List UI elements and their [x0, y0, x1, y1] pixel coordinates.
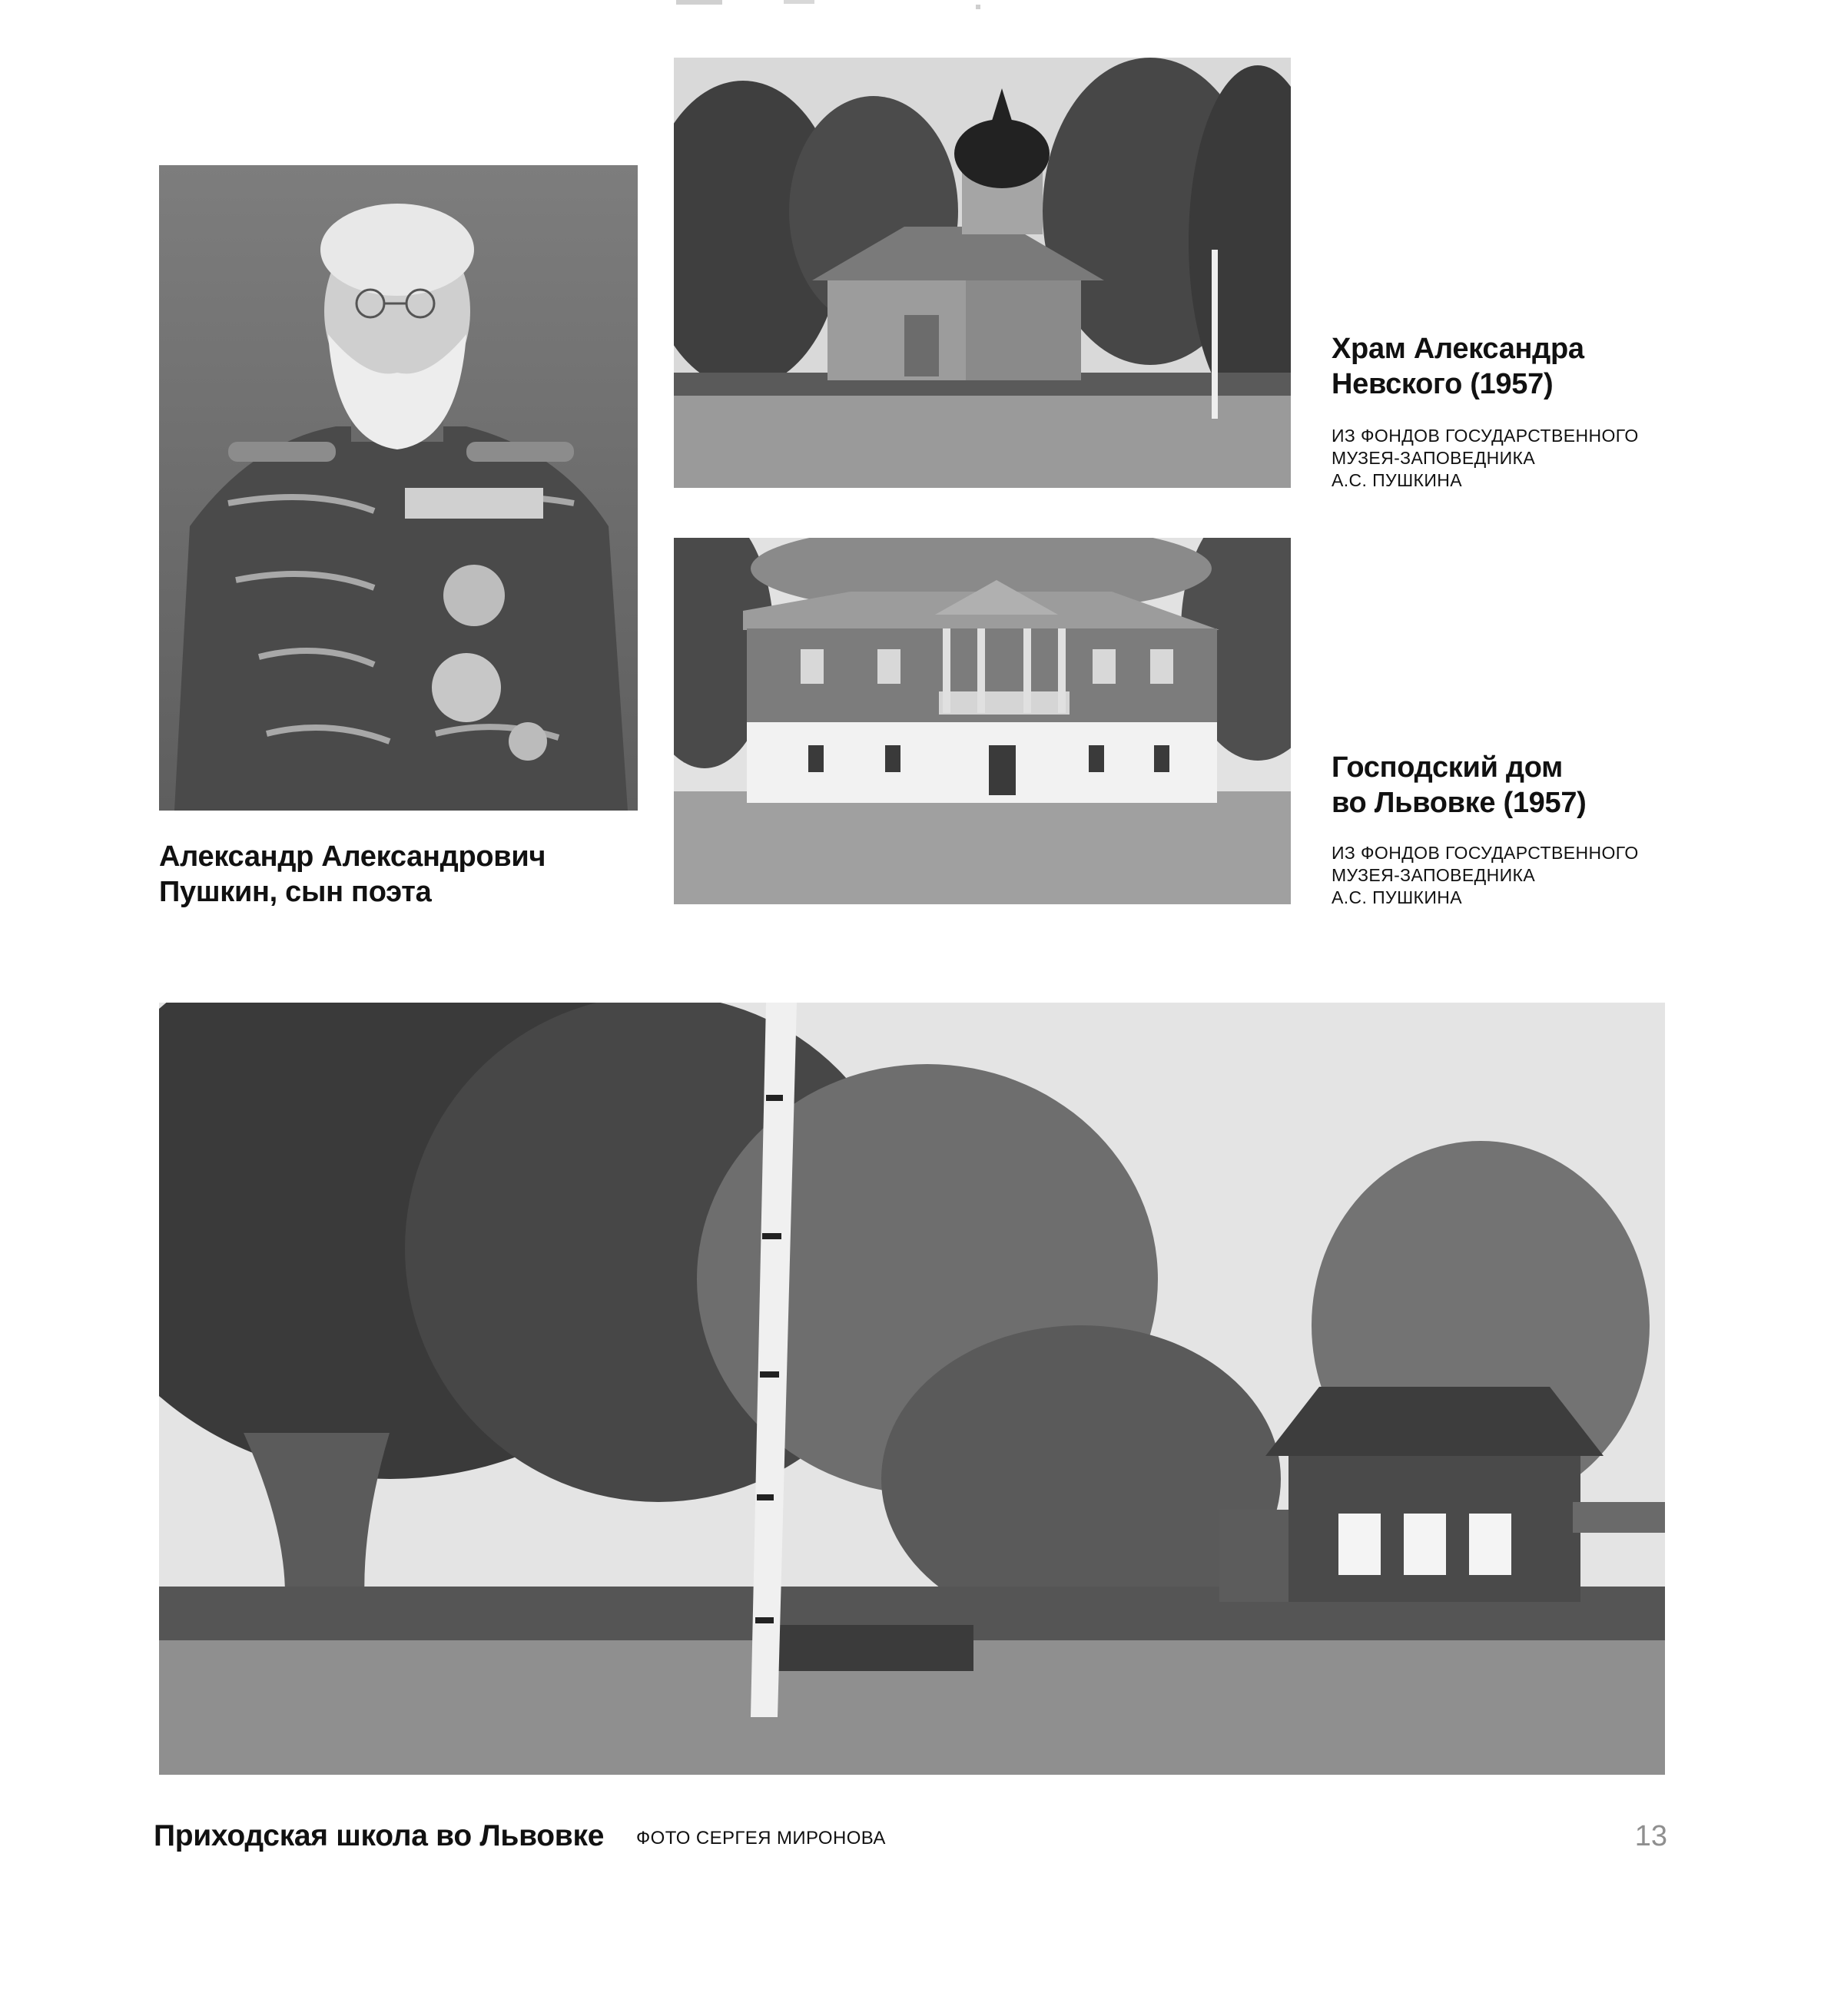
page-number: 13 [1634, 1820, 1667, 1852]
manor-house-photo [674, 538, 1291, 904]
portrait-caption-line: Александр Александрович [159, 841, 546, 873]
church-credit-line: ИЗ ФОНДОВ ГОСУДАРСТВЕННОГО [1332, 426, 1639, 446]
top-edge-marks [668, 0, 991, 11]
manor-credit-line: А.С. ПУШКИНА [1332, 887, 1463, 907]
portrait-caption-line: Пушкин, сын поэта [159, 876, 432, 908]
portrait-photo [159, 165, 638, 811]
church-caption-line: Храм Александра [1332, 333, 1584, 365]
church-caption [1332, 331, 1716, 402]
manor-caption-line: Господский дом [1332, 751, 1563, 784]
manor-credit [1332, 842, 1716, 909]
church-credit-line: МУЗЕЯ-ЗАПОВЕДНИКА [1332, 448, 1536, 468]
manor-caption-line: во Львовке (1957) [1332, 787, 1587, 819]
church-credit [1332, 425, 1716, 492]
parish-school-photo [159, 1003, 1665, 1775]
manor-credit-line: ИЗ ФОНДОВ ГОСУДАРСТВЕННОГО [1332, 843, 1639, 863]
portrait-caption [159, 839, 651, 910]
manor-credit-line: МУЗЕЯ-ЗАПОВЕДНИКА [1332, 865, 1536, 885]
church-caption-line: Невского (1957) [1332, 368, 1554, 400]
church-credit-line: А.С. ПУШКИНА [1332, 470, 1463, 490]
school-photo-credit: ФОТО СЕРГЕЯ МИРОНОВА [636, 1828, 886, 1849]
school-caption: Приходская школа во Львовке [154, 1819, 605, 1852]
manor-caption [1332, 750, 1716, 821]
church-photo [674, 58, 1291, 488]
